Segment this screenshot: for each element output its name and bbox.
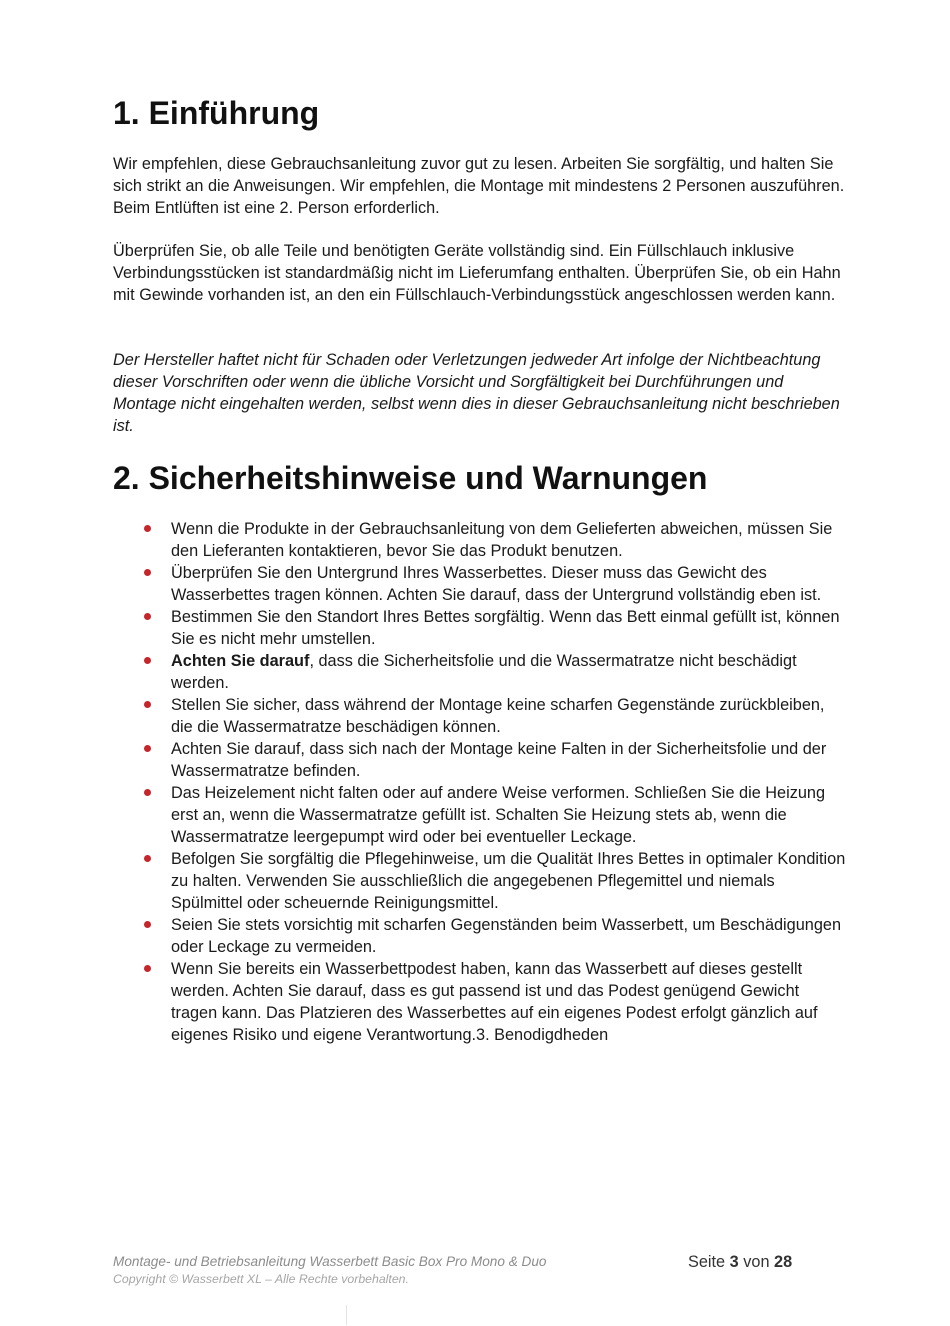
bullet-dot-icon xyxy=(144,789,151,796)
bullet-dot-icon xyxy=(144,569,151,576)
page-prefix: Seite xyxy=(688,1253,726,1271)
bullet-dot-icon xyxy=(144,657,151,664)
list-item-text: Stellen Sie sicher, dass während der Montage keine scharfen Gegenstände zurückbleiben, die die Wassermatratze beschädigen können. xyxy=(171,696,825,736)
list-item xyxy=(113,738,848,782)
bullet-dot-icon xyxy=(144,701,151,708)
intro-paragraph-2: Überprüfen Sie, ob alle Teile und benötigten Geräte vollständig sind. Ein Füllschlauch inklusive Verbindungsstücken ist standardmäßig nicht im Lieferumfang enthalten. Überprüfen Sie, ob ein Hahn mit Gewinde vorhanden ist, an den ein Füllschlauch-Verbindungsstück angeschlossen werden kann. xyxy=(113,242,841,304)
list-item-text: Das Heizelement nicht falten oder auf andere Weise verformen. Schließen Sie die Heizung erst an, wenn die Wassermatratze gefüllt ist. Schalten Sie Heizung stets ab, wenn die Wassermatratze leergepumpt wird oder bei eventueller Leckage. xyxy=(171,784,826,846)
list-item xyxy=(113,518,848,562)
bullet-dot-icon xyxy=(144,921,151,928)
list-item-text: Wenn Sie bereits ein Wasserbettpodest haben, kann das Wasserbett auf dieses gestellt werden. Achten Sie darauf, dass es gut passend ist und das Podest genügend Gewicht tragen kann. Das Platzieren des Wasserbettes auf ein eigenes Podest erfolgt gänzlich auf eigenes Risiko und eigene Verantwortung.3. Benodigdheden xyxy=(171,960,818,1044)
list-item-text: Befolgen Sie sorgfältig die Pflegehinweise, um die Qualität Ihres Bettes in optimaler Kondition zu halten. Verwenden Sie ausschließlich die angegebenen Pflegemittel und niemals Spülmittel oder scheuernde Reinigungsmittel. xyxy=(171,850,846,912)
list-item-text: Bestimmen Sie den Standort Ihres Bettes sorgfältig. Wenn das Bett einmal gefüllt ist, können Sie es nicht mehr umstellen. xyxy=(171,608,840,648)
list-item xyxy=(113,694,848,738)
list-item xyxy=(113,958,848,1046)
list-item-text: Achten Sie darauf, dass sich nach der Montage keine Falten in der Sicherheitsfolie und der Wassermatratze befinden. xyxy=(171,740,827,780)
list-item xyxy=(113,606,848,650)
page-total: 28 xyxy=(774,1253,793,1271)
bullet-dot-icon xyxy=(144,745,151,752)
list-item xyxy=(113,914,848,958)
page-divider-mark xyxy=(346,1305,347,1325)
bullet-dot-icon xyxy=(144,965,151,972)
footer xyxy=(113,1253,546,1287)
list-item xyxy=(113,782,848,848)
safety-warnings-list xyxy=(113,518,848,1046)
page-middle: von xyxy=(743,1253,770,1271)
list-item xyxy=(113,650,848,694)
bullet-dot-icon xyxy=(144,613,151,620)
list-item-text: Wenn die Produkte in der Gebrauchsanleitung von dem Gelieferten abweichen, müssen Sie den Lieferanten kontaktieren, bevor Sie das Produkt benutzen. xyxy=(171,520,833,560)
page-number xyxy=(688,1251,792,1273)
page-current: 3 xyxy=(729,1253,739,1271)
list-item-text: Seien Sie stets vorsichtig mit scharfen Gegenständen beim Wasserbett, um Beschädigungen oder Leckage zu vermeiden. xyxy=(171,916,841,956)
list-item-text: Überprüfen Sie den Untergrund Ihres Wasserbettes. Dieser muss das Gewicht des Wasserbettes tragen können. Achten Sie darauf, dass der Untergrund vollständig eben ist. xyxy=(171,564,822,604)
list-item-text: , dass die Sicherheitsfolie und die Wassermatratze nicht beschädigt werden. xyxy=(171,652,797,692)
liability-disclaimer: Der Hersteller haftet nicht für Schaden oder Verletzungen jedweder Art infolge der Nichtbeachtung dieser Vorschriften oder wenn die übliche Vorsicht und Sorgfältigkeit bei Durchführungen und Montage nicht eingehalten werden, selbst wenn dies in dieser Gebrauchsanleitung nicht beschrieben ist. xyxy=(113,351,840,435)
list-item xyxy=(113,848,848,914)
bullet-dot-icon xyxy=(144,855,151,862)
bullet-dot-icon xyxy=(144,525,151,532)
intro-paragraph-1: Wir empfehlen, diese Gebrauchsanleitung zuvor gut zu lesen. Arbeiten Sie sorgfältig, und halten Sie sich strikt an die Anweisungen. Wir empfehlen, die Montage mit mindestens 2 Personen auszuführen. Beim Entlüften ist eine 2. Person erforderlich. xyxy=(113,155,845,217)
section-2-heading: 2. Sicherheitshinweise und Warnungen xyxy=(113,460,708,496)
section-1-heading: 1. Einführung xyxy=(113,95,320,131)
footer-copyright: Copyright © Wasserbett XL – Alle Rechte vorbehalten. xyxy=(113,1272,409,1286)
list-item xyxy=(113,562,848,606)
list-item-emphasis: Achten Sie darauf xyxy=(171,652,310,670)
footer-document-title: Montage- und Betriebsanleitung Wasserbett Basic Box Pro Mono & Duo xyxy=(113,1254,547,1269)
